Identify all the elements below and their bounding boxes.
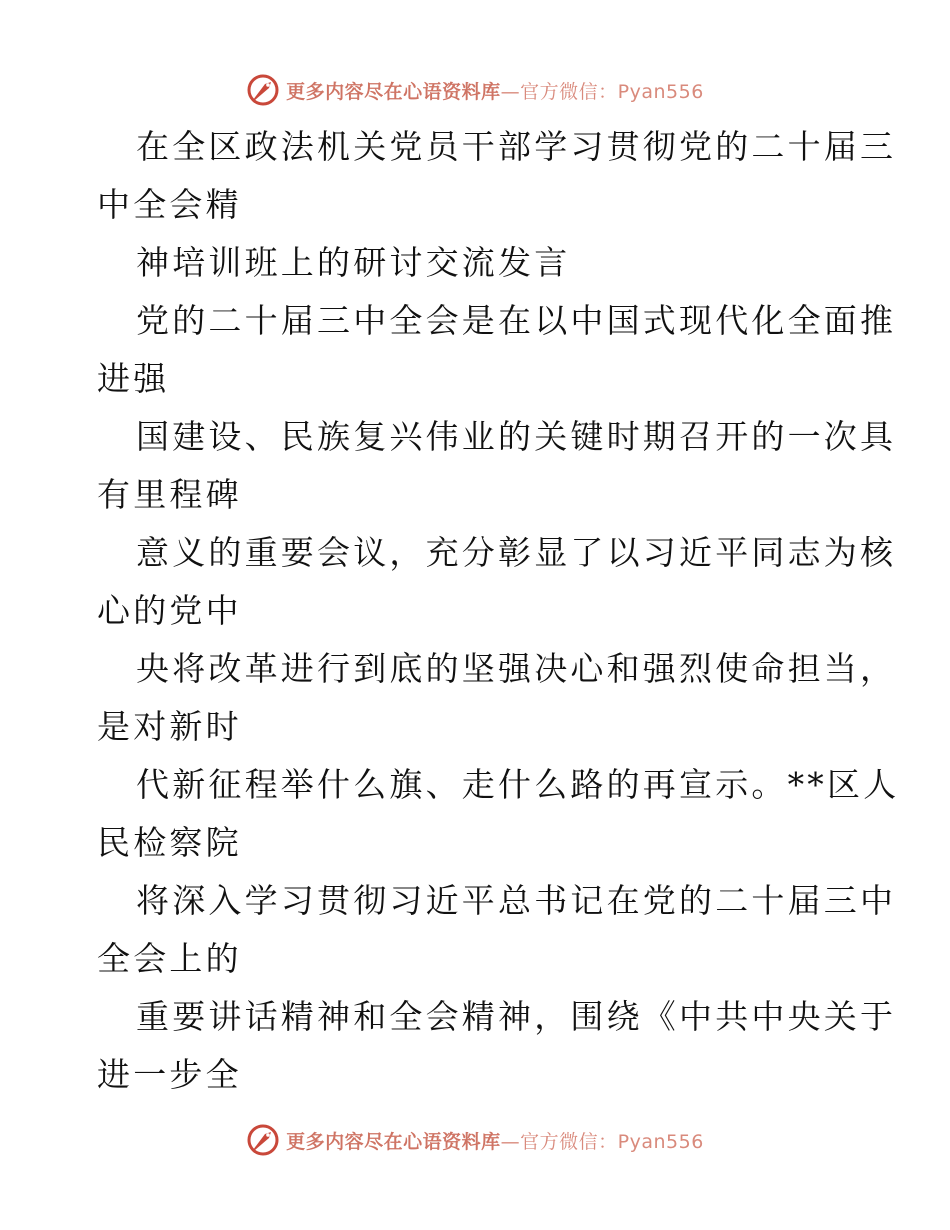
text-line: 代新征程举什么旗、走什么路的再宣示。**区人 (136, 765, 900, 804)
pen-nib-logo-icon (246, 1123, 280, 1157)
text-line: 全会上的 (97, 939, 242, 978)
text-line: 党的二十届三中全会是在以中国式现代化全面推 (136, 301, 897, 340)
document-body (97, 118, 900, 1104)
text-line: 神培训班上的研讨交流发言 (136, 243, 571, 282)
footer-banner-text (286, 1127, 704, 1154)
pen-nib-logo-icon (246, 73, 280, 107)
footer-banner-main: 更多内容尽在心语资料库 (286, 1130, 501, 1153)
footer-banner (0, 1118, 950, 1162)
header-banner-main: 更多内容尽在心语资料库 (286, 80, 501, 103)
text-line: 意义的重要会议，充分彰显了以习近平同志为核 (136, 533, 897, 572)
text-line: 央将改革进行到底的坚强决心和强烈使命担当， (136, 649, 897, 688)
text-line: 进一步全 (97, 1055, 242, 1094)
text-line: 有里程碑 (97, 475, 242, 514)
header-banner-text (286, 77, 704, 104)
text-line: 将深入学习贯彻习近平总书记在党的二十届三中 (136, 881, 897, 920)
text-line: 在全区政法机关党员干部学习贯彻党的二十届三 (136, 127, 897, 166)
text-line: 进强 (97, 359, 170, 398)
text-line: 民检察院 (97, 823, 242, 862)
header-banner (0, 68, 950, 112)
text-line: 是对新时 (97, 707, 242, 746)
text-line: 中全会精 (97, 185, 242, 224)
text-line: 国建设、民族复兴伟业的关键时期召开的一次具 (136, 417, 897, 456)
text-line: 心的党中 (97, 591, 242, 630)
text-line: 重要讲话精神和全会精神，围绕《中共中央关于 (136, 997, 897, 1036)
footer-banner-sub: —官方微信：Pyan556 (500, 1130, 704, 1153)
header-banner-sub: —官方微信：Pyan556 (500, 80, 704, 103)
